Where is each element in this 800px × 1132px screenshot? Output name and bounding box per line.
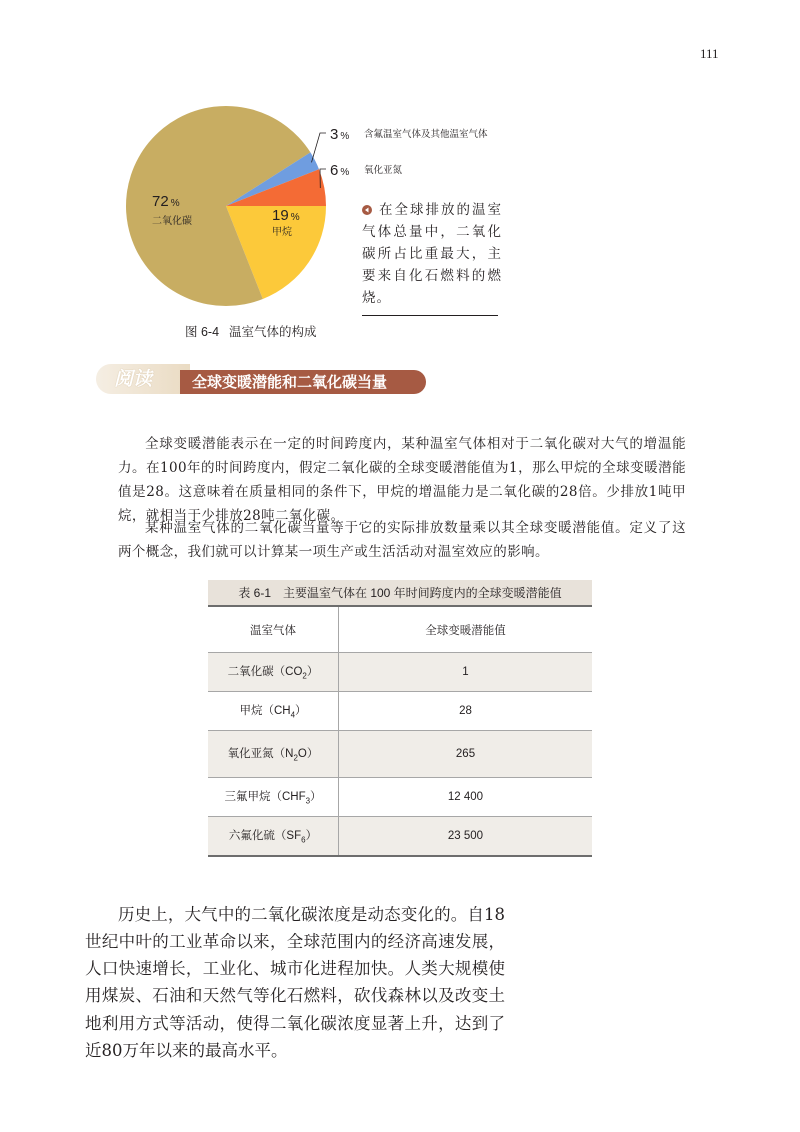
gwp-value-cell: 265 [339,731,593,778]
figure-caption [185,322,317,340]
gas-name-cell: 六氟化硫$(SF_6)$ [208,817,339,856]
table-row [208,692,592,731]
table-caption: 表 6-1 主要温室气体在 100 年时间跨度内的全球变暖潜能值 [208,580,592,607]
pie-value-carbon-dioxide: 72 % [152,193,180,210]
reading-title: 全球变暖潜能和二氧化碳当量 [180,370,426,394]
gas-name-cell: 三氟甲烷$(CHF_3)$ [208,778,339,817]
gas-name-cell: 二氧化碳$(CO_2)$ [208,653,339,692]
pie-label-nitrous-oxide: 氧化亚氮 [364,165,403,176]
table-row [208,817,592,856]
pie-label-methane: 甲烷 [272,227,292,238]
table-row [208,653,592,692]
note-divider [362,315,498,316]
reading-paragraph-2: 某种温室气体的二氧化碳当量等于它的实际排放数量乘以其全球变暖潜能值。定义了这两个概念，我们就可以计算某一项生产或生活活动对温室效应的影响。 [118,519,686,560]
reading-banner [96,364,426,394]
pie-value-nitrous-oxide: 6 % [330,162,350,179]
table-header-gas: 温室气体 [208,607,339,653]
figure-number: 图 6-4 [185,325,220,339]
page-number: 111 [700,46,719,61]
pie-value-methane: 19 % [272,207,300,224]
table-header-gwp: 全球变暖潜能值 [339,607,593,653]
reading-tag-label: 阅读 [114,368,153,390]
pie-label-carbon-dioxide: 二氧化碳 [152,216,192,227]
gwp-value-cell: 23 500 [339,817,593,856]
gwp-value-cell: 12 400 [339,778,593,817]
gwp-value-cell: 1 [339,653,593,692]
gas-name-cell: 甲烷$(CH_4)$ [208,692,339,731]
gas-name-cell: 氧化亚氮$(N_2O)$ [208,731,339,778]
pie-label-fluorinated-gases: 含氟温室气体及其他温室气体 [364,129,488,140]
figure-note [362,199,502,309]
figure-title: 温室气体的构成 [229,325,317,339]
reading-tag [96,364,190,394]
reading-paragraph-1: 全球变暖潜能表示在一定的时间跨度内，某种温室气体相对于二氧化碳对大气的增温能力。在100年的时间跨度内，假定二氧化碳的全球变暖潜能值为1，那么甲烷的全球变暖潜能值是28。这意味着在质量相同的条件下，甲烷的增温能力是二氧化碳的28倍。少排放1吨甲烷，就相当于少排放28吨二氧化碳。 [118,435,686,524]
history-paragraph: 历史上，大气中的二氧化碳浓度是动态变化的。自18世纪中叶的工业革命以来，全球范围内的经济高速发展，人口快速增长，工业化、城市化进程加快。人类大规模使用煤炭、石油和天然气等化石燃料，砍伐森林以及改变土地利用方式等活动，使得二氧化碳浓度显著上升，达到了近80万年以来的最高水平。 [85,904,505,1060]
pie-value-fluorinated-gases: 3 % [330,126,350,143]
gwp-value-cell: 28 [339,692,593,731]
table-row [208,778,592,817]
left-arrow-icon [362,205,372,215]
table-row [208,731,592,778]
gwp-table [208,580,592,857]
figure-note-text: 在全球排放的温室气体总量中，二氧化碳所占比重最大，主要来自化石燃料的燃烧。 [362,202,502,306]
